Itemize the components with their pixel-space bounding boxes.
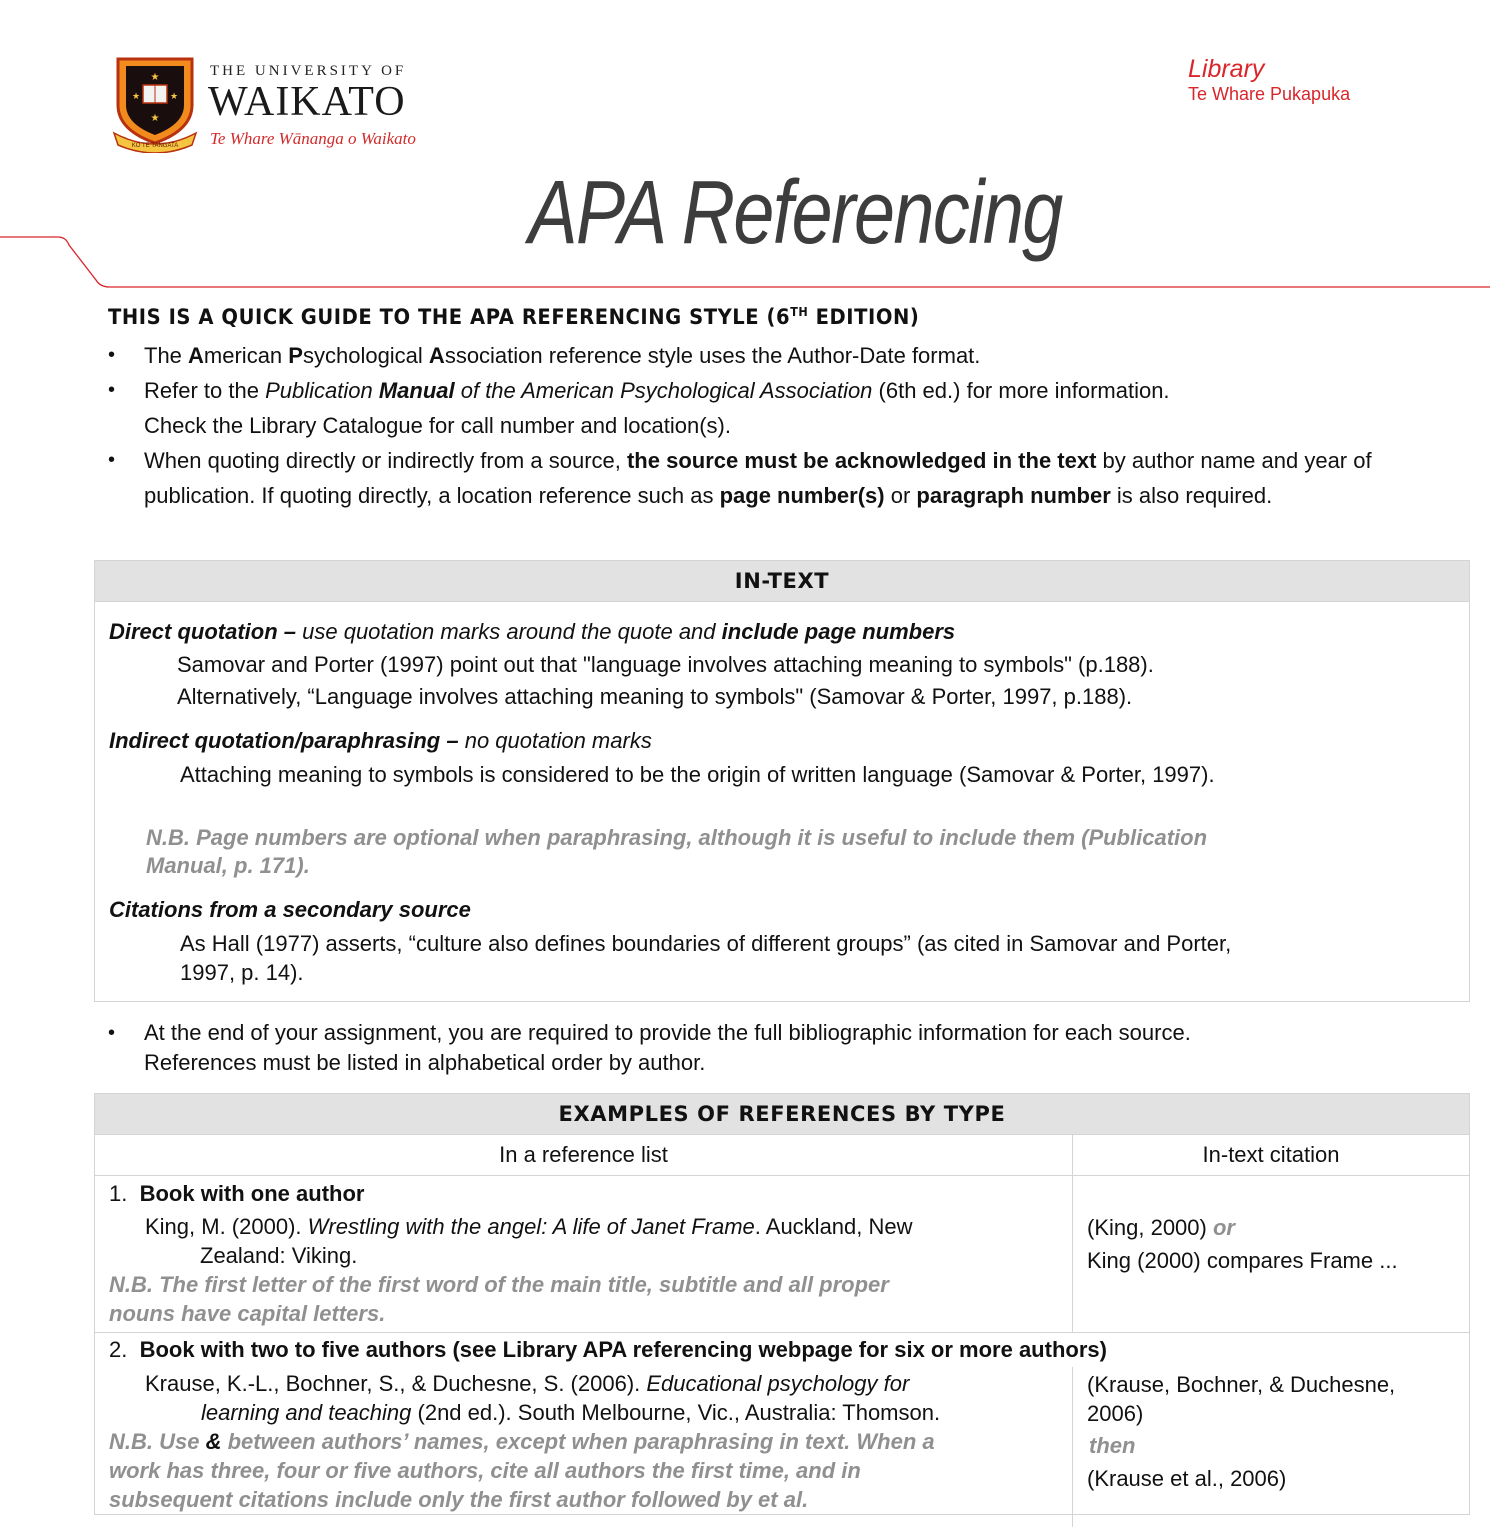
- secondary-source-label: Citations from a secondary source: [109, 897, 471, 922]
- university-logo: [110, 55, 440, 155]
- example-1-citation-1: (King, 2000) or: [1087, 1215, 1235, 1240]
- example-2-citation-1: (Krause, Bochner, & Duchesne,: [1087, 1372, 1396, 1397]
- svg-text:KO TE TANGATA: KO TE TANGATA: [131, 143, 179, 149]
- svg-text:★: ★: [169, 91, 179, 101]
- example-2-citation-1b: 2006): [1087, 1401, 1144, 1426]
- nb-page-numbers-line1: N.B. Page numbers are optional when paraphrasing, although it is useful to include them (Publication: [146, 825, 1208, 850]
- direct-quotation-label: Direct quotation – use quotation marks around the quote and include page numbers: [109, 619, 956, 644]
- example-2-reference-line2: learning and teaching (2nd ed.). South Melbourne, Vic., Australia: Thomson.: [201, 1400, 941, 1425]
- column-header-reference-list: In a reference list: [95, 1135, 1072, 1176]
- example-1-reference: King, M. (2000). Wrestling with the angel: A life of Janet Frame. Auckland, New: [145, 1214, 913, 1239]
- secondary-example-line2: 1997, p. 14).: [180, 960, 304, 985]
- library-subtitle: Te Whare Pukapuka: [1188, 84, 1351, 104]
- university-maori-name: Te Whare Wānanga o Waikato: [210, 129, 416, 148]
- example-2-nb-line2: work has three, four or five authors, cite all authors the first time, and in: [109, 1458, 861, 1483]
- example-1-citation-2: King (2000) compares Frame ...: [1087, 1248, 1398, 1273]
- example-2-nb-line3: subsequent citations include only the first author followed by et al.: [109, 1487, 809, 1512]
- indirect-quotation-label: Indirect quotation/paraphrasing – no quotation marks: [109, 728, 652, 753]
- guide-heading: THIS IS A QUICK GUIDE TO THE APA REFERENCING STYLE (6TH EDITION): [108, 305, 920, 329]
- university-name-line2: WAIKATO: [208, 79, 406, 125]
- example-1-title: 1. Book with one author: [109, 1181, 365, 1206]
- university-name-line1: THE UNIVERSITY OF: [210, 63, 407, 79]
- examples-table: [94, 1093, 1470, 1515]
- example-2-title: 2. Book with two to five authors (see Library APA referencing webpage for six or more authors): [109, 1337, 1107, 1362]
- example-1-reference-line2: Zealand: Viking.: [200, 1243, 358, 1268]
- examples-heading: EXAMPLES OF REFERENCES BY TYPE: [95, 1094, 1469, 1135]
- column-divider: [1072, 1135, 1073, 1333]
- example-2-reference: Krause, K.-L., Bochner, S., & Duchesne, S. (2006). Educational psychology for: [145, 1371, 910, 1396]
- guide-bullets: [108, 338, 1448, 513]
- example-1-nb-line2: nouns have capital letters.: [109, 1301, 386, 1326]
- bibliography-bullet: [108, 1018, 1448, 1078]
- example-2-citation-2: (Krause et al., 2006): [1087, 1466, 1287, 1491]
- library-logo: [1188, 55, 1350, 105]
- in-text-heading: IN-TEXT: [95, 561, 1469, 602]
- example-2-citation-then: then: [1089, 1433, 1136, 1458]
- row-divider: [95, 1332, 1469, 1333]
- svg-text:★: ★: [150, 72, 160, 83]
- decorative-header-line: [0, 225, 1500, 295]
- library-title: Library: [1188, 55, 1265, 83]
- svg-text:★: ★: [150, 113, 160, 124]
- column-header-in-text-citation: In-text citation: [1073, 1135, 1469, 1176]
- bibliography-bullet-text: • At the end of your assignment, you are required to provide the full bibliographic information for each source. References must be listed in alphabetical order by author.: [108, 1018, 1448, 1078]
- in-text-box: [94, 560, 1470, 1002]
- svg-text:★: ★: [131, 91, 141, 101]
- secondary-example-line1: As Hall (1977) asserts, “culture also defines boundaries of different groups” (as cited in Samovar and Porter,: [180, 931, 1232, 956]
- indirect-example: Attaching meaning to symbols is considered to be the origin of written language (Samovar & Porter, 1997).: [180, 762, 1215, 787]
- example-2-nb-line1: N.B. Use & between authors’ names, except when paraphrasing in text. When a: [109, 1429, 935, 1454]
- direct-example-1: Samovar and Porter (1997) point out that "language involves attaching meaning to symbols" (p.188).: [177, 652, 1154, 677]
- example-1-nb-line1: N.B. The first letter of the first word of the main title, subtitle and all proper: [109, 1272, 889, 1297]
- bullet-publication-manual: • Refer to the Publication Manual of the American Psychological Association (6th ed.) for more information. Check the Library Catalogue for call number and location(s).: [108, 373, 1448, 443]
- university-crest-icon: [110, 55, 200, 153]
- bullet-acknowledge-source: • When quoting directly or indirectly from a source, the source must be acknowledged in the text by author name and year of publication. If quoting directly, a location reference such as page number(s) or paragraph number is also required.: [108, 443, 1448, 513]
- direct-example-2: Alternatively, “Language involves attaching meaning to symbols" (Samovar & Porter, 1997, p.188).: [177, 684, 1133, 709]
- page-title: APA Referencing: [528, 163, 1062, 263]
- column-divider: [1072, 1367, 1073, 1527]
- bullet-apa-definition: • The American Psychological Association reference style uses the Author-Date format.: [108, 338, 1448, 373]
- nb-page-numbers-line2: Manual, p. 171).: [146, 853, 310, 878]
